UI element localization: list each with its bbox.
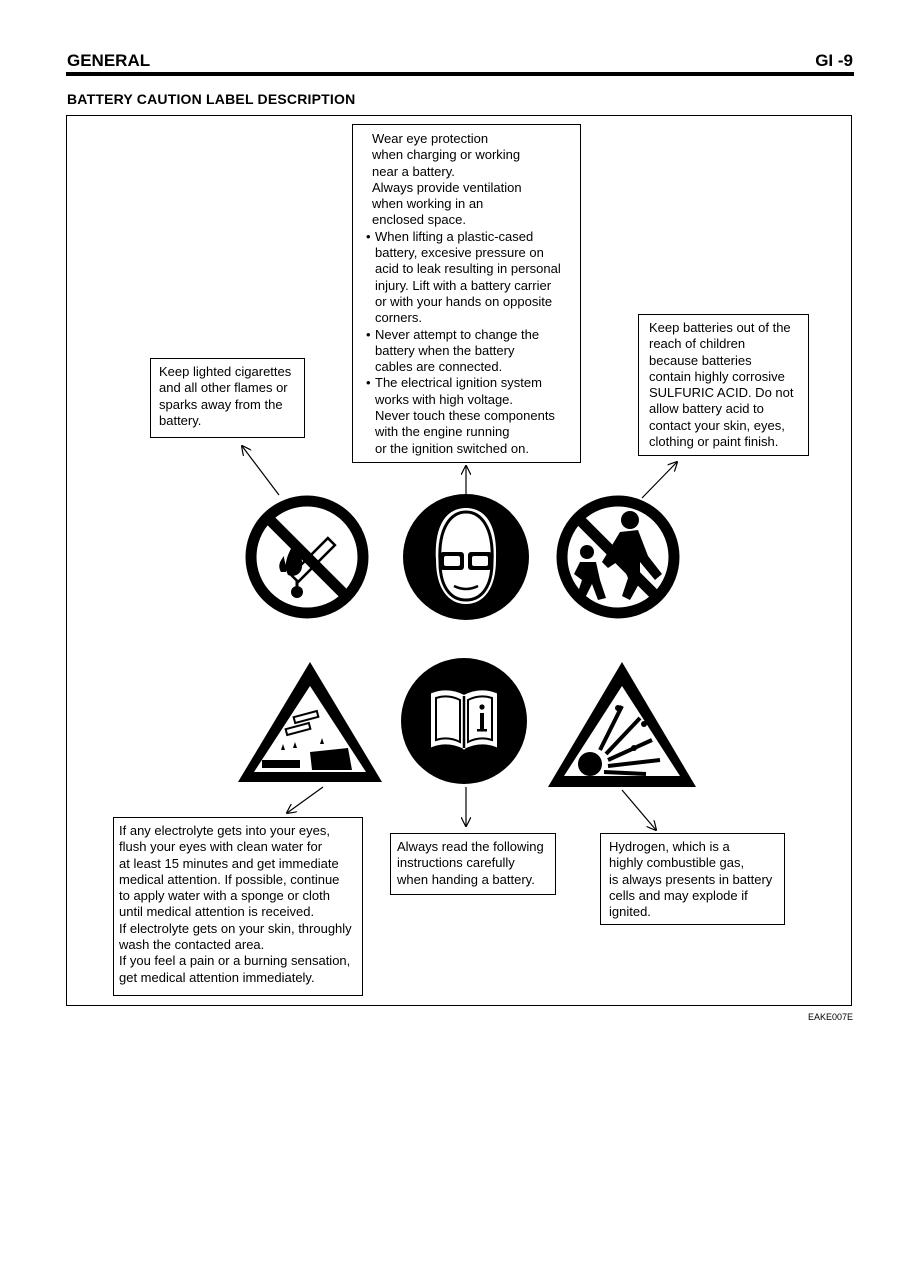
caption-line: SULFURIC ACID. Do not <box>649 385 794 401</box>
keep-away-from-children-icon <box>562 501 674 613</box>
section-header: GENERAL <box>67 51 151 70</box>
caption-line: allow battery acid to <box>649 401 764 417</box>
caption-line: or with your hands on opposite <box>375 293 553 309</box>
caption-bullet: • Never attempt to change the <box>364 327 572 343</box>
caption-line: battery, excesive pressure on <box>375 245 544 261</box>
caption-line: to apply water with a sponge or cloth <box>119 888 331 904</box>
arrow-explosive <box>622 790 656 830</box>
caption-line: ignited. <box>609 904 651 920</box>
caption-line: Wear eye protection <box>372 131 489 146</box>
caption-line: when working in an <box>372 196 484 212</box>
caption-line: injury. Lift with a battery carrier <box>375 277 552 293</box>
caption-line: battery. <box>159 412 202 428</box>
caption-line: wash the contacted area. <box>119 937 265 953</box>
caption-line: contact your skin, eyes, <box>649 417 785 433</box>
caption-line: instructions carefully <box>397 855 515 871</box>
caption-bullet: • When lifting a plastic-cased <box>364 229 572 245</box>
caption-line: Always provide ventilation <box>372 179 522 195</box>
caption-line: corners. <box>375 310 422 326</box>
caption-line: and all other flames or <box>159 380 288 396</box>
caption-line: Keep batteries out of the <box>649 320 791 335</box>
caption-line: cells and may explode if <box>609 887 748 903</box>
caption-line: contain highly corrosive <box>649 368 785 384</box>
page-title: BATTERY CAUTION LABEL DESCRIPTION <box>67 91 356 107</box>
caption-line: reach of children <box>649 336 746 352</box>
caption-line: medical attention. If possible, continue <box>119 871 340 887</box>
arrow-corrosive <box>287 787 323 813</box>
explosive-gas-icon <box>548 662 696 787</box>
caption-line: when charging or working <box>372 147 521 163</box>
caption-line: Hydrogen, which is a <box>609 839 730 854</box>
caption-line: sparks away from the <box>159 396 283 412</box>
arrow-no-flames <box>242 446 279 495</box>
caption-line: is always presents in battery <box>609 871 773 887</box>
caption-line: cables are connected. <box>375 359 503 375</box>
arrow-children <box>642 462 677 498</box>
caption-line: If any electrolyte gets into your eyes, <box>119 823 330 838</box>
caption-line: highly combustible gas, <box>609 855 745 871</box>
caption-line: at least 15 minutes and get immediate <box>119 855 339 871</box>
caption-line: Keep lighted cigarettes <box>159 364 292 379</box>
caption-line: flush your eyes with clean water for <box>119 839 323 855</box>
no-open-flames-icon <box>251 501 363 613</box>
wear-eye-protection-icon <box>403 494 529 620</box>
caption-line: Never touch these components <box>375 408 555 424</box>
caption-line: with the engine running <box>375 424 510 440</box>
caption-line: acid to leak resulting in personal <box>375 261 561 277</box>
caption-line: clothing or paint finish. <box>649 434 779 450</box>
figure-code: EAKE007E <box>807 1012 853 1022</box>
page-number: GI -9 <box>815 51 853 70</box>
caption-line: If you feel a pain or a burning sensation, <box>119 953 351 969</box>
caption-line: get medical attention immediately. <box>119 969 315 985</box>
caption-line: near a battery. <box>372 163 455 179</box>
caption-line: enclosed space. <box>372 212 466 228</box>
caption-line: works with high voltage. <box>375 391 514 407</box>
caption-bullet: • The electrical ignition system <box>364 375 572 391</box>
caption-line: or the ignition switched on. <box>375 440 529 456</box>
caption-line: when handing a battery. <box>397 871 535 887</box>
corrosive-acid-icon <box>238 662 382 782</box>
caption-line: If electrolyte gets on your skin, throughly <box>119 920 352 936</box>
caption-line: Always read the following <box>397 839 544 854</box>
caption-line: battery when the battery <box>375 342 515 358</box>
caption-line: until medical attention is received. <box>119 904 315 920</box>
caption-line: because batteries <box>649 352 752 368</box>
read-manual-icon <box>401 658 527 784</box>
